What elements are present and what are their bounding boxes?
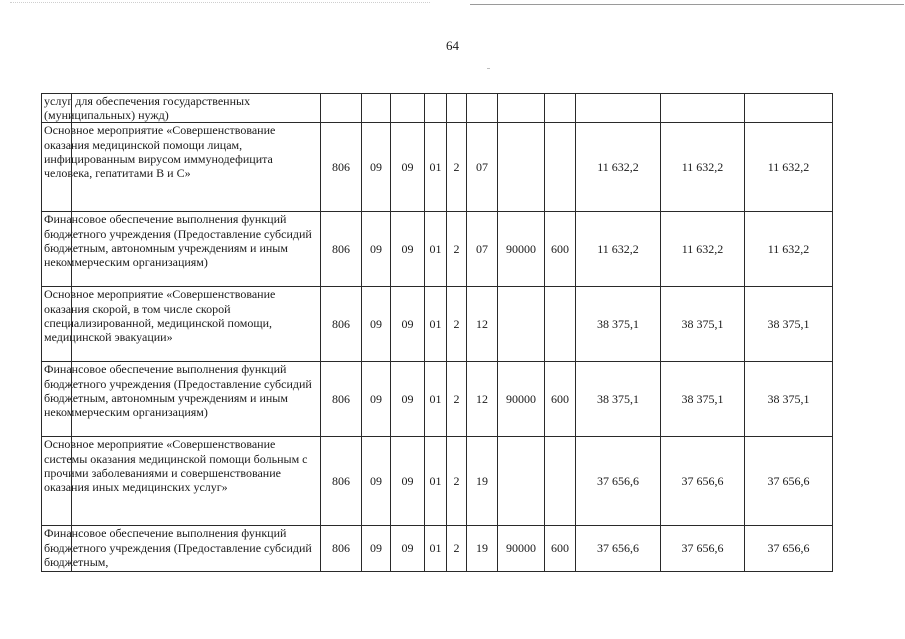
subprogram-code: 2 <box>447 526 467 572</box>
subsection-code: 09 <box>391 287 425 362</box>
event-code: 07 <box>467 212 498 287</box>
subsection-code: 09 <box>391 123 425 212</box>
admin-code: 806 <box>321 362 362 437</box>
row-description: Финансовое обеспечение выполнения функций бюджетного учреждения (Предоставление субсидий бюджетным, автономным учреждениям и иным некоммерческим организациям) <box>42 212 321 287</box>
program-code: 01 <box>425 362 447 437</box>
subprogram-code: 2 <box>447 437 467 526</box>
amount-year-1: 38 375,1 <box>576 287 661 362</box>
row-description: услуг для обеспечения государственных (муниципальных) нужд) <box>42 94 321 123</box>
row-description: Финансовое обеспечение выполнения функций бюджетного учреждения (Предоставление субсидий бюджетным, <box>42 526 321 572</box>
subprogram-code: 2 <box>447 123 467 212</box>
table-row <box>42 526 833 572</box>
scan-speck <box>487 68 490 69</box>
amount-year-2 <box>661 94 745 123</box>
table-row <box>42 437 833 526</box>
amount-year-2: 11 632,2 <box>661 123 745 212</box>
program-code: 01 <box>425 526 447 572</box>
amount-year-1: 37 656,6 <box>576 437 661 526</box>
admin-code: 806 <box>321 123 362 212</box>
admin-code: 806 <box>321 212 362 287</box>
admin-code: 806 <box>321 437 362 526</box>
direction-code <box>498 287 545 362</box>
admin-code: 806 <box>321 287 362 362</box>
program-code <box>425 94 447 123</box>
subprogram-code: 2 <box>447 212 467 287</box>
subsection-code <box>391 94 425 123</box>
table-row <box>42 94 833 123</box>
amount-year-1: 11 632,2 <box>576 212 661 287</box>
amount-year-1: 11 632,2 <box>576 123 661 212</box>
amount-year-1: 38 375,1 <box>576 362 661 437</box>
header-rule <box>470 4 904 5</box>
budget-table <box>41 93 833 572</box>
section-code <box>362 94 391 123</box>
amount-year-2: 38 375,1 <box>661 287 745 362</box>
amount-year-1: 37 656,6 <box>576 526 661 572</box>
direction-code: 90000 <box>498 362 545 437</box>
table-row <box>42 123 833 212</box>
amount-year-3: 11 632,2 <box>745 212 833 287</box>
program-code: 01 <box>425 437 447 526</box>
subsection-code: 09 <box>391 362 425 437</box>
expense-type-code <box>545 94 576 123</box>
amount-year-2: 11 632,2 <box>661 212 745 287</box>
expense-type-code: 600 <box>545 362 576 437</box>
event-code <box>467 94 498 123</box>
admin-code: 806 <box>321 526 362 572</box>
amount-year-1 <box>576 94 661 123</box>
expense-type-code: 600 <box>545 526 576 572</box>
section-code: 09 <box>362 437 391 526</box>
row-description: Основное мероприятие «Совершенствование системы оказания медицинской помощи больным с прочими заболеваниями и совершенствование оказания иных медицинских услуг» <box>42 437 321 526</box>
event-code: 19 <box>467 526 498 572</box>
event-code: 19 <box>467 437 498 526</box>
expense-type-code: 600 <box>545 212 576 287</box>
page-number: 64 <box>446 38 459 53</box>
direction-code: 90000 <box>498 526 545 572</box>
amount-year-3: 11 632,2 <box>745 123 833 212</box>
amount-year-3: 38 375,1 <box>745 287 833 362</box>
program-code: 01 <box>425 212 447 287</box>
row-description: Основное мероприятие «Совершенствование оказания медицинской помощи лицам, инфицированным вирусом иммунодефицита человека, гепатитами В и С» <box>42 123 321 212</box>
subprogram-code: 2 <box>447 287 467 362</box>
scan-artifact-line <box>10 2 430 3</box>
subprogram-code: 2 <box>447 362 467 437</box>
event-code: 12 <box>467 362 498 437</box>
expense-type-code <box>545 287 576 362</box>
table-row <box>42 287 833 362</box>
amount-year-3: 38 375,1 <box>745 362 833 437</box>
subsection-code: 09 <box>391 526 425 572</box>
admin-code <box>321 94 362 123</box>
amount-year-2: 37 656,6 <box>661 437 745 526</box>
section-code: 09 <box>362 287 391 362</box>
amount-year-3: 37 656,6 <box>745 526 833 572</box>
subprogram-code <box>447 94 467 123</box>
section-code: 09 <box>362 123 391 212</box>
subsection-code: 09 <box>391 212 425 287</box>
section-code: 09 <box>362 362 391 437</box>
event-code: 12 <box>467 287 498 362</box>
direction-code <box>498 94 545 123</box>
amount-year-3: 37 656,6 <box>745 437 833 526</box>
expense-type-code <box>545 437 576 526</box>
expense-type-code <box>545 123 576 212</box>
direction-code: 90000 <box>498 212 545 287</box>
amount-year-3 <box>745 94 833 123</box>
table-row <box>42 212 833 287</box>
event-code: 07 <box>467 123 498 212</box>
direction-code <box>498 123 545 212</box>
section-code: 09 <box>362 212 391 287</box>
row-description: Финансовое обеспечение выполнения функций бюджетного учреждения (Предоставление субсидий бюджетным, автономным учреждениям и иным некоммерческим организациям) <box>42 362 321 437</box>
row-description: Основное мероприятие «Совершенствование оказания скорой, в том числе скорой специализированной, медицинской помощи, медицинской эвакуации» <box>42 287 321 362</box>
program-code: 01 <box>425 123 447 212</box>
section-code: 09 <box>362 526 391 572</box>
direction-code <box>498 437 545 526</box>
amount-year-2: 38 375,1 <box>661 362 745 437</box>
subsection-code: 09 <box>391 437 425 526</box>
table-row <box>42 362 833 437</box>
amount-year-2: 37 656,6 <box>661 526 745 572</box>
program-code: 01 <box>425 287 447 362</box>
